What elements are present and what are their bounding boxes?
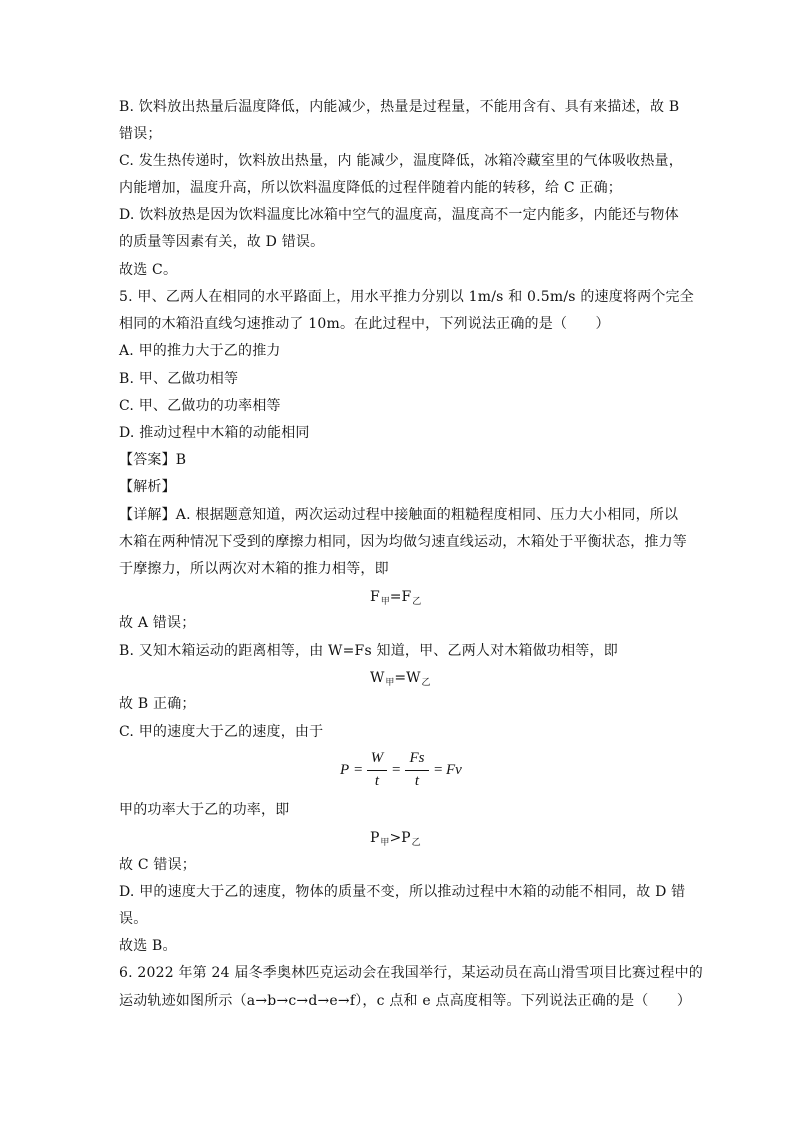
text-line: C. 发生热传递时，饮料放出热量，内 能减少，温度降低，冰箱冷藏室里的气体吸收热量， bbox=[119, 153, 683, 169]
text-line: B. 饮料放出热量后温度降低，内能减少，热量是过程量，不能用含有、具有来描述，故 B bbox=[119, 99, 680, 115]
option-c: C. 甲、乙做功的功率相等 bbox=[119, 398, 281, 414]
text-line: 故选 C。 bbox=[119, 262, 178, 278]
text-line: B. 又知木箱运动的距离相等，由 W=Fs 知道，甲、乙两人对木箱做功相等，即 bbox=[119, 643, 618, 659]
equation-work: $W_甲=W_乙$ bbox=[370, 670, 431, 688]
question-6-line: 运动轨迹如图所示（a→b→c→d→e→f），c 点和 e 点高度相等。下列说法正确的是（ ） bbox=[119, 993, 692, 1009]
option-a: A. 甲的推力大于乙的推力 bbox=[119, 343, 281, 359]
text-line: D. 甲的速度大于乙的速度，物体的质量不变，所以推动过程中木箱的动能不相同，故 D 错 bbox=[119, 884, 686, 900]
text-line: C. 甲的速度大于乙的速度，由于 bbox=[119, 724, 324, 740]
detail-line: 【详解】A. 根据题意知道，两次运动过程中接触面的粗糙程度相同、压力大小相同，所以 bbox=[119, 507, 679, 523]
analysis-heading: 【解析】 bbox=[119, 479, 176, 495]
power-formula: P = W t = Fs t = Fv bbox=[340, 750, 462, 789]
option-d: D. 推动过程中木箱的动能相同 bbox=[119, 425, 310, 441]
question-6-line: 6. 2022 年第 24 届冬季奥林匹克运动会在我国举行，某运动员在高山滑雪项目比赛过程中的 bbox=[119, 965, 703, 981]
text-line: 内能增加，温度升高，所以饮料温度降低的过程伴随着内能的转移，给 C 正确； bbox=[119, 180, 623, 196]
question-5-line: 5. 甲、乙两人在相同的水平路面上，用水平推力分别以 1m/s 和 0.5m/s 的速度将两个完全 bbox=[119, 289, 694, 305]
answer-line: 【答案】B bbox=[119, 452, 187, 468]
text-line: 故选 B。 bbox=[119, 938, 177, 954]
text-line: 甲的功率大于乙的功率，即 bbox=[119, 802, 290, 818]
text-line: 误。 bbox=[119, 911, 148, 927]
text-line: 故 A 错误； bbox=[119, 615, 196, 631]
text-line: 故 B 正确； bbox=[119, 696, 196, 712]
text-line: 故 C 错误； bbox=[119, 857, 197, 873]
question-5-line: 相同的木箱沿直线匀速推动了 10m。在此过程中，下列说法正确的是（ ） bbox=[119, 316, 610, 332]
detail-line: 于摩擦力，所以两次对木箱的推力相等，即 bbox=[119, 561, 389, 577]
text-line: D. 饮料放热是因为饮料温度比冰箱中空气的温度高，温度高不一定内能多，内能还与物体 bbox=[119, 207, 679, 223]
text-line: 的质量等因素有关，故 D 错误。 bbox=[119, 234, 325, 250]
equation-force: $F_甲=F_乙$ bbox=[370, 589, 422, 607]
option-b: B. 甲、乙做功相等 bbox=[119, 371, 239, 387]
equation-power: $P_甲>P_乙$ bbox=[370, 830, 421, 848]
detail-line: 木箱在两种情况下受到的摩擦力相同，因为均做匀速直线运动，木箱处于平衡状态，推力等 bbox=[119, 534, 687, 550]
text-line: 错误； bbox=[119, 126, 162, 142]
